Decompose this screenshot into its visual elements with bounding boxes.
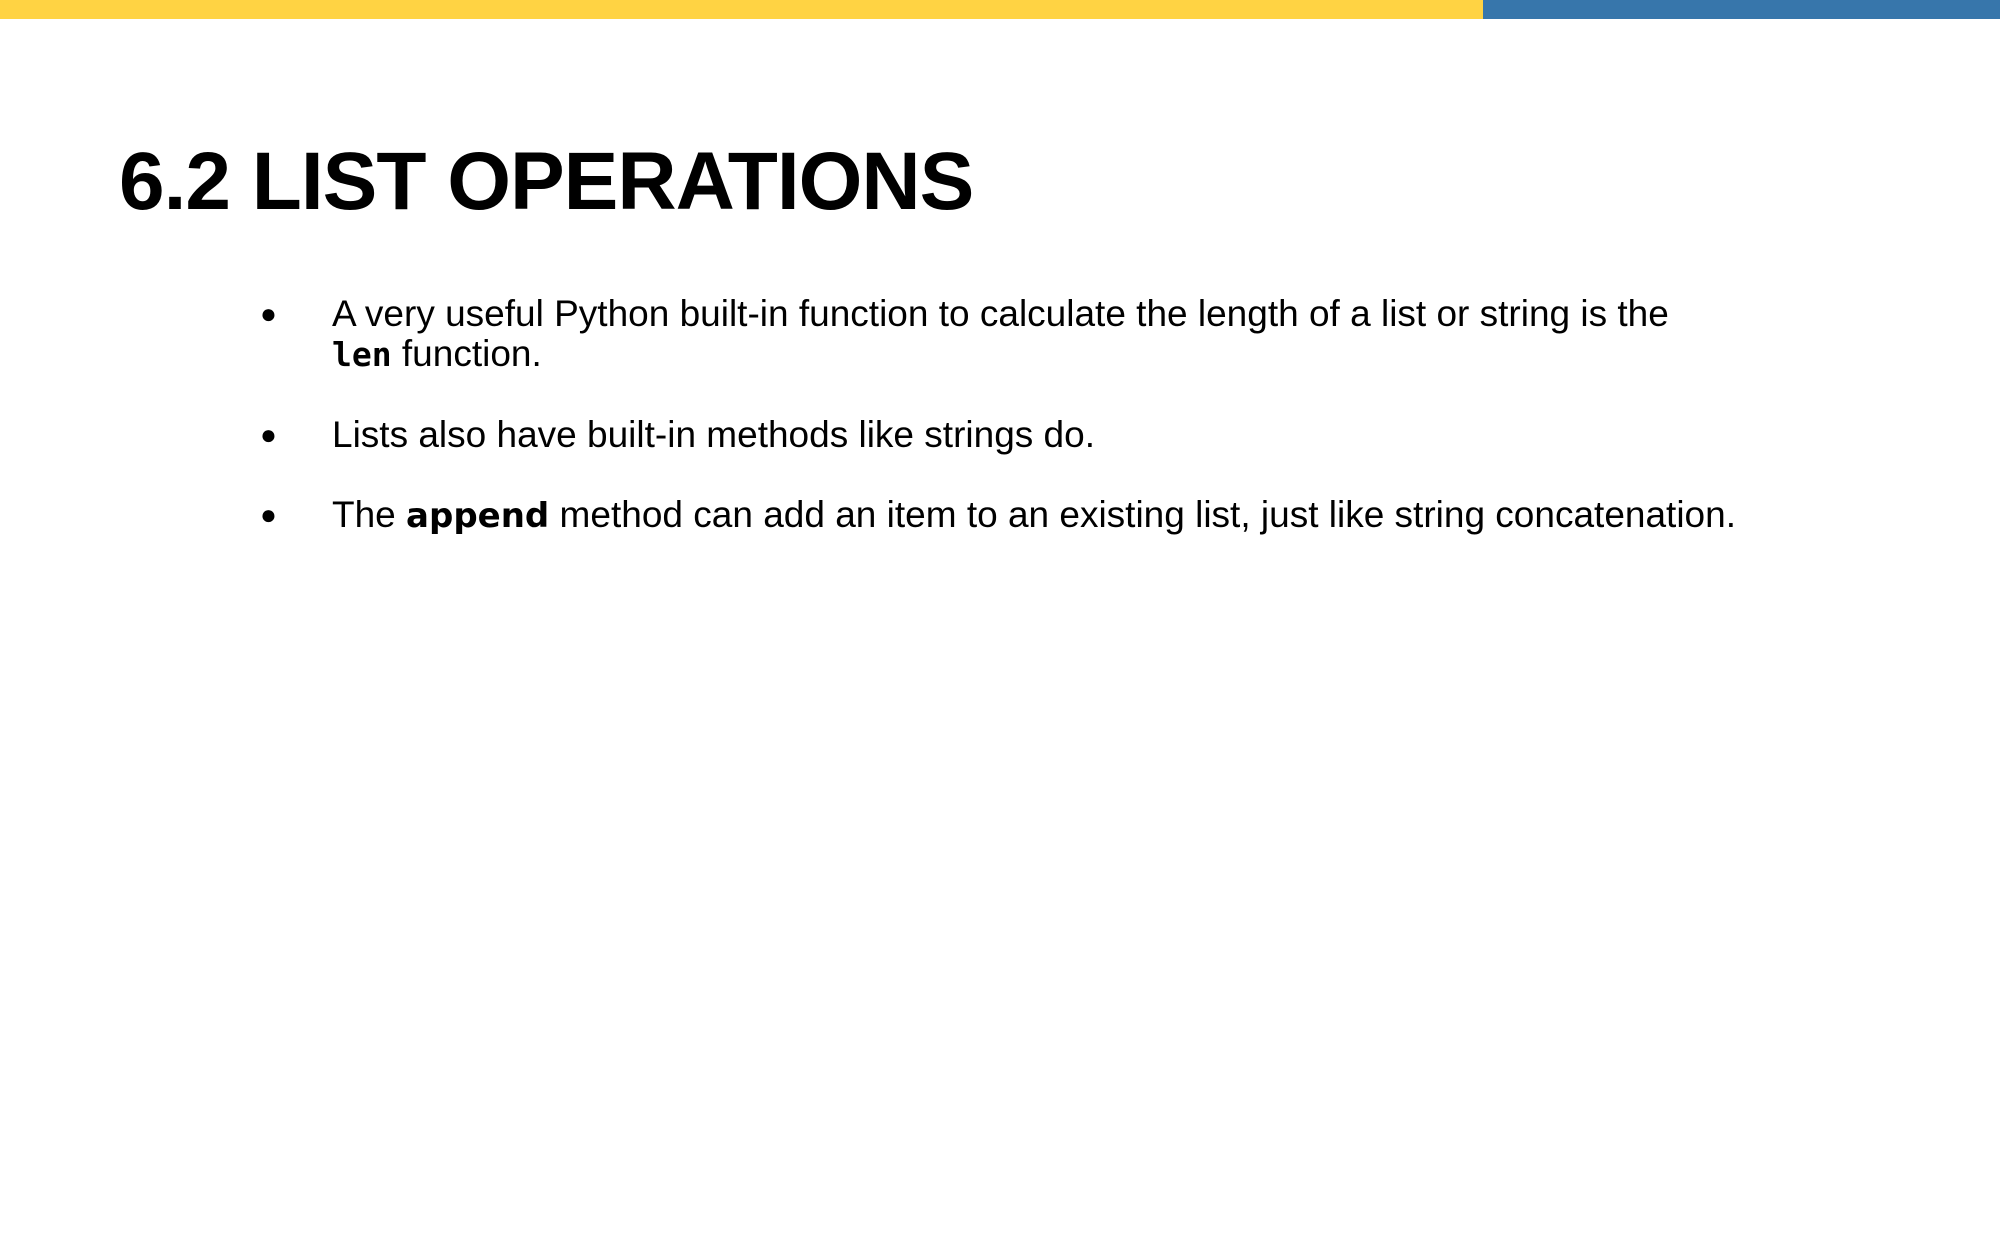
bullet-dot-icon: ●: [260, 419, 277, 450]
bullet-text-end: method can add an item to an existing list, just like string concatenation.: [549, 494, 1736, 535]
bullet-item-methods: [0, 415, 1772, 455]
code-len: len: [332, 335, 392, 374]
bullet-item-len: [0, 294, 1772, 375]
top-accent-bar-yellow: [0, 0, 1483, 19]
bullet-dot-icon: ●: [260, 298, 277, 329]
bullet-list: [0, 294, 2000, 576]
bullet-text-start: A very useful Python built-in function to calculate the length of a list or string is the: [332, 293, 1669, 334]
slide-title: 6.2 LIST OPERATIONS: [119, 136, 974, 227]
top-accent-bar: [0, 0, 2000, 19]
code-append: append: [406, 496, 550, 536]
bullet-dot-icon: ●: [260, 499, 277, 530]
bullet-item-append: [0, 495, 1772, 536]
bullet-text: Lists also have built-in methods like strings do.: [332, 414, 1095, 455]
top-accent-bar-blue: [1483, 0, 2000, 19]
bullet-text-start: The: [332, 494, 407, 535]
bullet-text-end: function.: [391, 333, 542, 374]
